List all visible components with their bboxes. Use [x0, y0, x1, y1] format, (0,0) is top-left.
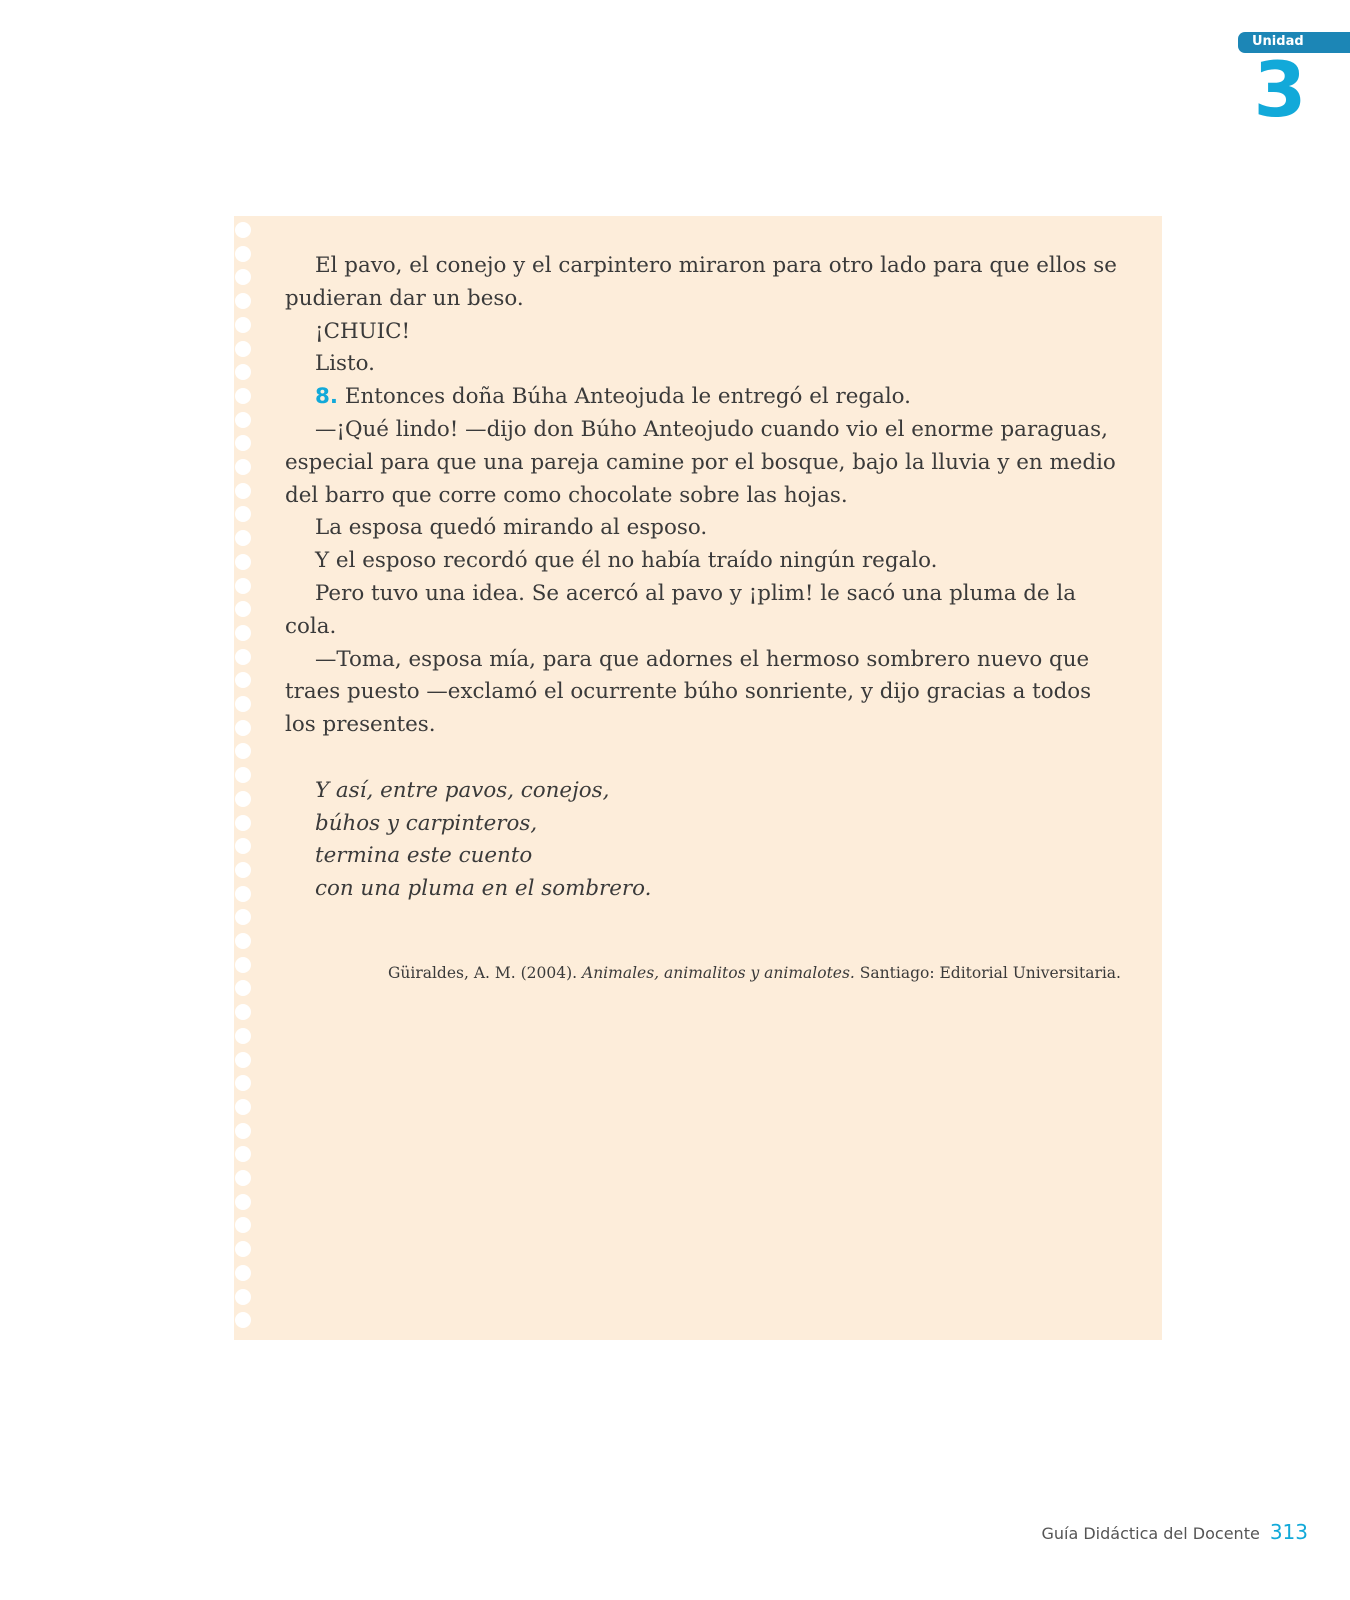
binder-hole	[235, 696, 251, 712]
binder-hole	[235, 412, 251, 428]
binder-hole	[235, 886, 251, 902]
story-paragraph: Y el esposo recordó que él no había traído ningún regalo.	[315, 548, 938, 574]
closing-poem	[285, 775, 1120, 906]
binder-hole	[235, 1099, 251, 1115]
binder-hole	[235, 601, 251, 617]
binder-hole	[235, 246, 251, 262]
binder-hole	[235, 530, 251, 546]
binder-hole	[235, 815, 251, 831]
story-paragraph: —Toma, esposa mía, para que adornes el hermoso sombrero nuevo que traes puesto —exclamó el ocurrente búho sonriente, y dijo gracias a todos los presentes.	[285, 646, 1092, 738]
story-paragraph: La esposa quedó mirando al esposo.	[315, 515, 708, 541]
story-paragraph: 8. Entonces doña Búha Anteojuda le entregó el regalo.	[315, 384, 911, 410]
story-paragraph: Listo.	[315, 351, 375, 377]
binder-hole	[235, 838, 251, 854]
binder-hole	[235, 1194, 251, 1210]
binder-hole	[235, 862, 251, 878]
binder-hole	[235, 720, 251, 736]
binder-hole	[235, 1075, 251, 1091]
footer-label: Guía Didáctica del Docente	[1041, 1524, 1260, 1543]
binder-hole	[235, 909, 251, 925]
binder-holes	[234, 222, 254, 1334]
binder-hole	[235, 649, 251, 665]
book-title: Animales, animalitos y animalotes.	[582, 964, 855, 982]
binder-hole	[235, 1217, 251, 1233]
binder-hole	[235, 317, 251, 333]
binder-hole	[235, 341, 251, 357]
binder-hole	[235, 1146, 251, 1162]
paragraph-number: 8.	[315, 384, 339, 410]
source-citation: Güiraldes, A. M. (2004). Animales, animalitos y animalotes. Santiago: Editorial Universitaria.	[388, 964, 1121, 982]
unit-number: 3	[1253, 45, 1307, 134]
binder-hole	[235, 388, 251, 404]
binder-hole	[235, 743, 251, 759]
poem-line: termina este cuento	[315, 843, 533, 869]
binder-hole	[235, 672, 251, 688]
poem-line: con una pluma en el sombrero.	[315, 876, 652, 902]
page-footer	[1041, 1520, 1308, 1550]
story-paragraph: ¡CHUIC!	[315, 318, 411, 344]
binder-hole	[235, 1004, 251, 1020]
binder-hole	[235, 506, 251, 522]
binder-hole	[235, 1265, 251, 1281]
story-paragraph: El pavo, el conejo y el carpintero miraron para otro lado para que ellos se pudieran dar un beso.	[285, 253, 1117, 311]
binder-hole	[235, 933, 251, 949]
binder-hole	[235, 435, 251, 451]
binder-hole	[235, 957, 251, 973]
story-text	[285, 250, 1120, 906]
binder-hole	[235, 483, 251, 499]
binder-hole	[235, 767, 251, 783]
binder-hole	[235, 1312, 251, 1328]
poem-line: Y así, entre pavos, conejos,	[315, 777, 610, 803]
poem-line: búhos y carpinteros,	[315, 810, 538, 836]
binder-hole	[235, 578, 251, 594]
binder-hole	[235, 791, 251, 807]
binder-hole	[235, 222, 251, 238]
binder-hole	[235, 554, 251, 570]
binder-hole	[235, 1052, 251, 1068]
binder-hole	[235, 1170, 251, 1186]
binder-hole	[235, 459, 251, 475]
binder-hole	[235, 293, 251, 309]
story-paragraph: Pero tuvo una idea. Se acercó al pavo y ¡plim! le sacó una pluma de la cola.	[285, 580, 1076, 639]
binder-hole	[235, 364, 251, 380]
binder-hole	[235, 1241, 251, 1257]
story-paragraph: —¡Qué lindo! —dijo don Búho Anteojudo cuando vio el enorme paraguas, especial para que una pareja camine por el bosque, bajo la lluvia y en medio del barro que corre como chocolate sobre las hojas.	[285, 416, 1116, 508]
binder-hole	[235, 269, 251, 285]
notebook-sheet	[234, 216, 1162, 1340]
binder-hole	[235, 1289, 251, 1305]
unit-label: Unidad	[1252, 34, 1304, 49]
binder-hole	[235, 625, 251, 641]
page-number: 313	[1269, 1520, 1308, 1544]
binder-hole	[235, 980, 251, 996]
binder-hole	[235, 1028, 251, 1044]
binder-hole	[235, 1123, 251, 1139]
